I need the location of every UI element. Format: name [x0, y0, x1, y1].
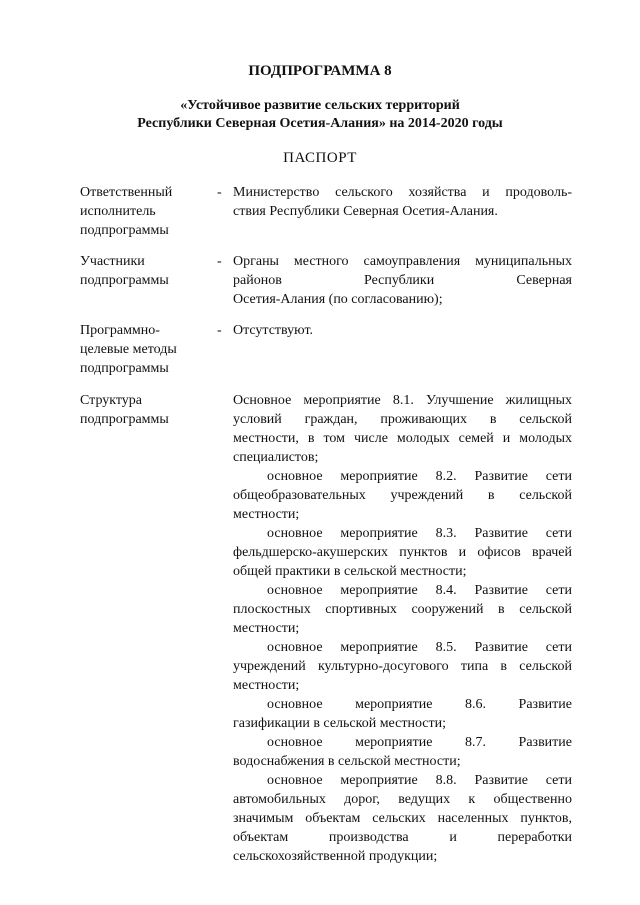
- value-line: ствия Республики Северная Осетия-Алания.: [233, 204, 498, 219]
- value-line: Министерство сельского хозяйства и продоволь-: [233, 185, 572, 200]
- row-label-responsible: [80, 183, 205, 240]
- value-line: значимым объектам сельских населенных пунктов,: [233, 811, 572, 826]
- value-line: Осетия-Алания (по согласованию);: [233, 292, 443, 307]
- value-line: основное мероприятие 8.7. Развитие: [267, 735, 572, 750]
- label-line: подпрограммы: [80, 223, 169, 238]
- value-line: основное мероприятие 8.2. Развитие сети: [267, 469, 572, 484]
- label-line: Программно-: [80, 323, 160, 338]
- label-line: целевые методы: [80, 342, 177, 357]
- value-line: общеобразовательных учреждений в сельской: [233, 488, 572, 503]
- value-line: плоскостных спортивных сооружений в сельской: [233, 602, 572, 617]
- row-label-participants: [80, 252, 205, 290]
- label-line: Ответственный: [80, 185, 173, 200]
- row-dash: -: [217, 254, 222, 269]
- value-line: местности, в том числе молодых семей и молодых: [233, 431, 572, 446]
- label-line: Участники: [80, 254, 145, 269]
- label-line: исполнитель: [80, 204, 156, 219]
- value-line: местности;: [233, 678, 300, 693]
- value-line: Основное мероприятие 8.1. Улучшение жилищных: [233, 393, 572, 408]
- row-value-participants: [233, 252, 572, 309]
- subprogram-name-line-2: Республики Северная Осетия-Алания» на 2014-2020 годы: [137, 116, 503, 131]
- value-line: общей практики в сельской местности;: [233, 564, 467, 579]
- value-line: водоснабжения в сельской местности;: [233, 754, 461, 769]
- label-line: подпрограммы: [80, 361, 169, 376]
- value-line: объектам производства и переработки: [233, 830, 572, 845]
- value-line: районов Республики Северная: [233, 273, 572, 288]
- value-line: учреждений культурно-досугового типа в сельской: [233, 659, 572, 674]
- value-line: основное мероприятие 8.5. Развитие сети: [267, 640, 572, 655]
- row-label-structure: [80, 391, 205, 429]
- value-line: местности;: [233, 621, 300, 636]
- value-line: фельдшерско-акушерских пунктов и офисов врачей: [233, 545, 572, 560]
- value-line: специалистов;: [233, 450, 319, 465]
- row-value-methods: [233, 321, 572, 340]
- value-line: основное мероприятие 8.6. Развитие: [267, 697, 572, 712]
- value-line: сельскохозяйственной продукции;: [233, 849, 438, 864]
- subprogram-name-line-1: «Устойчивое развитие сельских территорий: [180, 98, 460, 113]
- value-line: условий граждан, проживающих в сельской: [233, 412, 572, 427]
- value-line: Органы местного самоуправления муниципальных: [233, 254, 572, 269]
- subprogram-title: ПОДПРОГРАММА 8: [248, 63, 392, 79]
- value-line: основное мероприятие 8.4. Развитие сети: [267, 583, 572, 598]
- label-line: подпрограммы: [80, 273, 169, 288]
- value-line: Отсутствуют.: [233, 323, 314, 338]
- value-line: основное мероприятие 8.3. Развитие сети: [267, 526, 572, 541]
- label-line: Структура: [80, 393, 143, 408]
- value-line: автомобильных дорог, ведущих к общественно: [233, 792, 572, 807]
- row-label-methods: [80, 321, 205, 378]
- value-line: местности;: [233, 507, 300, 522]
- row-dash: -: [217, 185, 222, 200]
- passport-heading: ПАСПОРТ: [283, 150, 357, 166]
- row-value-responsible: [233, 183, 572, 221]
- value-line: основное мероприятие 8.8. Развитие сети: [267, 773, 572, 788]
- value-line: газификации в сельской местности;: [233, 716, 447, 731]
- row-value-structure: [233, 391, 572, 866]
- label-line: подпрограммы: [80, 412, 169, 427]
- row-dash: -: [217, 323, 222, 338]
